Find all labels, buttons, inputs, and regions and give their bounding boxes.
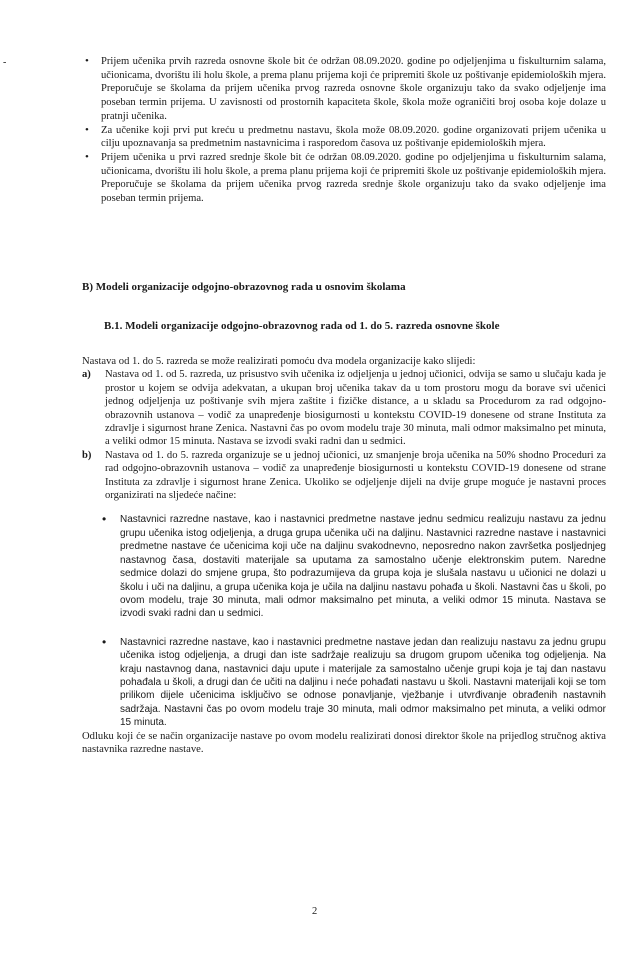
margin-mark: - (3, 57, 7, 68)
page-number: 2 (312, 906, 318, 917)
item-marker: a) (82, 369, 91, 381)
model-list (82, 368, 606, 502)
closing-paragraph: Odluku koji će se način organizacije nastave po ovom modelu realizirati donosi direktor škole na prijedlog stručnog aktiva nastavnika razredne nastave. (82, 730, 606, 755)
section-b1-body (82, 355, 606, 756)
section-b-heading: B) Modeli organizacije odgojno-obrazovnog rada u osnovim školama (82, 281, 406, 293)
model-item-a (82, 368, 606, 448)
sub-bullet-item: • Nastavnici razredne nastave, kao i nastavnici predmetne nastave jednu sedmicu realizuju nastavu za jednu grupu učenika istog odjeljenja, a druga grupa učenika uči na daljinu. Nastavnici razredne nastave i nastavnici predmetne nastave će učenicima koji uče na daljinu svakodnevno, neposredno nakon završetka posljednjeg nastavnog časa, dostaviti materijale sa uputama za samostalno učenje elektronskim putem. Naredne sedmice dolazi do smjene grupa, što podrazumijeva da grupa koja je slušala nastavu u učionici ne dolazi u školu i uči na daljinu, a grupa učenika koja je učila na daljinu nastavu pohađa u školi. Nastavni čas u školi, po ovom modelu, traje 30 minuta, mali odmor maksimalno pet minuta, a veliki odmor 15 minuta. Nastava se izvodi svaki radni dan u sedmici. (82, 513, 606, 620)
section-b1-heading: B.1. Modeli organizacije odgojno-obrazovnog rada od 1. do 5. razreda osnovne škole (104, 320, 500, 332)
sub-bullet-item: • Nastavnici razredne nastave, kao i nastavnici predmetne nastave jedan dan realizuju nastavu za jednu grupu učenika istog odjeljenja, a drugi dan iste sadržaje realizuju sa drugom grupom učenika tog odjeljenja. Na kraju nastavnog dana, nastavnici daju upute i materijale za samostalno učenje grupi koja je taj dan nastavu pohađala u školi, a drugi dan će učiti na daljinu i neće pohađati nastavu u školi. Nastavni materijali koji se tom prilikom dijele učenicima isključivo se odnose ponavljanje, vježbanje i utvrđivanje obrađenih nastavnih sadržaja. Nastavni čas po ovom modelu traje 30 minuta, mali odmor maksimalno pet minuta, a veliki odmor 15 minuta. (82, 636, 606, 730)
model-item-b (82, 449, 606, 503)
top-bullet-list (82, 55, 606, 206)
item-text: Nastava od 1. od 5. razreda, uz prisustvo svih učenika iz odjeljenja u jednoj učionici, odvija se samo u slučaju kada je prostor u kojem se odvija adekvatan, a ukupan broj učenika takav da u tom prostoru mogu da borave svi učenici jednog odjeljenja uz poštivanje svih mjera zaštite i fizičke distance, a u skladu sa Procedurom za rad odgojno-obrazovnih ustanova – vodič za unapređenje biosigurnosti u kontekstu COVID-19 donesene od strane Instituta za zdravlje i sigurnost hrane Zenica. Nastavni čas po ovom modelu traje 30 minuta, mali odmor maksimalno pet minuta, a veliki odmor 15 minuta. Nastava se izvodi svaki radni dan u sedmici. (105, 369, 606, 448)
item-text: Nastava od 1. do 5. razreda organizuje se u jednoj učionici, uz smanjenje broja učenika na 50% shodno Proceduri za rad odgojno-obrazovnih ustanova – vodič za unapređenje biosigurnosti u kontekstu COVID-19 donesene od strane Instituta za zdravlje i sigurnost hrane Zenica. Ukoliko se odjeljenje dijeli na dvije grupe moguće je nastavni proces organizirati na sljedeće načine: (105, 449, 606, 502)
intro-paragraph: Nastava od 1. do 5. razreda se može realizirati pomoću dva modela organizacije kako slijedi: (82, 356, 476, 367)
model-b-sub-list (82, 513, 606, 729)
bullet-item: • Prijem učenika prvih razreda osnovne škole bit će održan 08.09.2020. godine po odjeljenjima u fiskulturnim salama, učionicama, dvorištu ili holu škole, a prema planu prijema koji će pripremiti škole uz poštivanje epidemioloških mjera. Preporučuje se školama da prijem učenika prvog razreda osnovne škole organizuju tako da svako odjeljenje ima poseban termin prijema. U zavisnosti od prostornih kapaciteta škole, škola može ograničiti broj osoba koje dolaze u pratnji učenika. (82, 55, 606, 124)
top-bullets-block (82, 55, 606, 206)
bullet-item: • Prijem učenika u prvi razred srednje škole bit će održan 08.09.2020. godine po odjeljenjima u fiskulturnim salama, učionicama, dvorištu ili holu škole, a prema planu prijema koji će pripremiti škole uz poštivanje epidemioloških mjera. Preporučuje se školama da prijem učenika prvog razreda srednje škole organizuju tako da svako odjeljenje ima poseban termin prijema. (82, 151, 606, 206)
bullet-item: • Za učenike koji prvi put kreću u predmetnu nastavu, škola može 08.09.2020. godine organizovati prijem učenika u cilju upoznavanja sa predmetnim nastavnicima i rasporedom časova uz poštivanje epidemioloških mjera. (82, 124, 606, 151)
item-marker: b) (82, 449, 92, 461)
